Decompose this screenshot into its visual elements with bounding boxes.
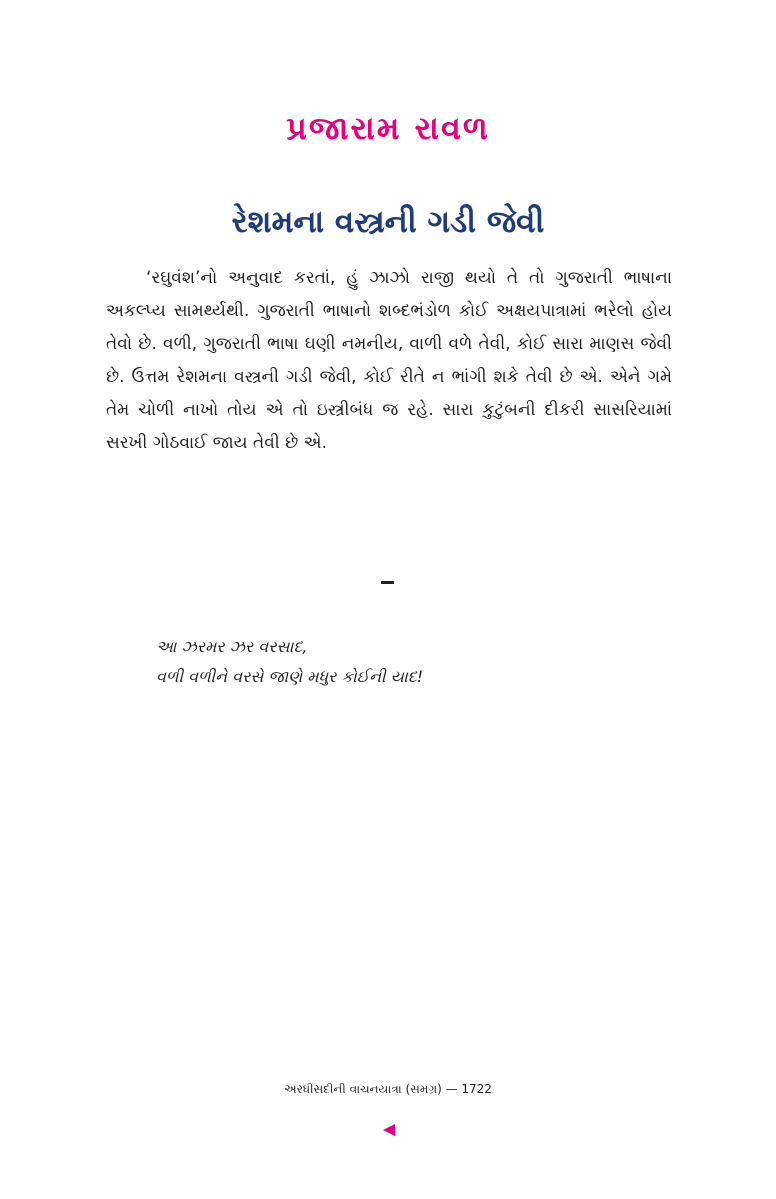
left-arrow-icon xyxy=(383,1124,395,1136)
page-footer: અરધીસદીની વાચનયાત્રા (સમગ્ર) — 1722 xyxy=(284,1082,492,1096)
poem-quote xyxy=(156,632,676,692)
poem-line-2: વળી વળીને વરસે જાણે મધુર કોઈની યાદ! xyxy=(156,667,424,686)
article-body: ‘રઘુવંશ’નો અનુવાદ કરતાં, હું ઝાઝો રાજી થયો તે તો ગુજરાતી ભાષાના અકલ્પ્ય સામર્થ્યથી. ગુજરાતી ભાષાનો શબ્દભંડોળ કોઈ અક્ષયપાત્રામાં ભરેલો હોય તેવો છે. વળી, ગુજરાતી ભાષા ઘણી નમનીય, વાળી વળે તેવી, કોઈ સારા માણસ જેવી છે. ઉત્તમ રેશમના વસ્ત્રની ગડી જેવી, કોઈ રીતે ન ભાંગી શકે તેવી છે એ. એને ગમે તેમ ચોળી નાખો તોય એ તો ઇસ્ત્રીબંધ જ રહે. સારા કુટુંબની દીકરી સાસરિયામાં સરખી ગોઠવાઈ જાય તેવી છે એ. xyxy=(106,268,672,453)
poem-line-1: આ ઝરમર ઝર વરસાદ, xyxy=(156,637,308,656)
section-separator xyxy=(381,581,394,584)
author-name: પ્રજારામ રાવળ xyxy=(286,109,490,147)
article-title: રેશમના વસ્ત્રની ગડી જેવી xyxy=(231,204,545,240)
